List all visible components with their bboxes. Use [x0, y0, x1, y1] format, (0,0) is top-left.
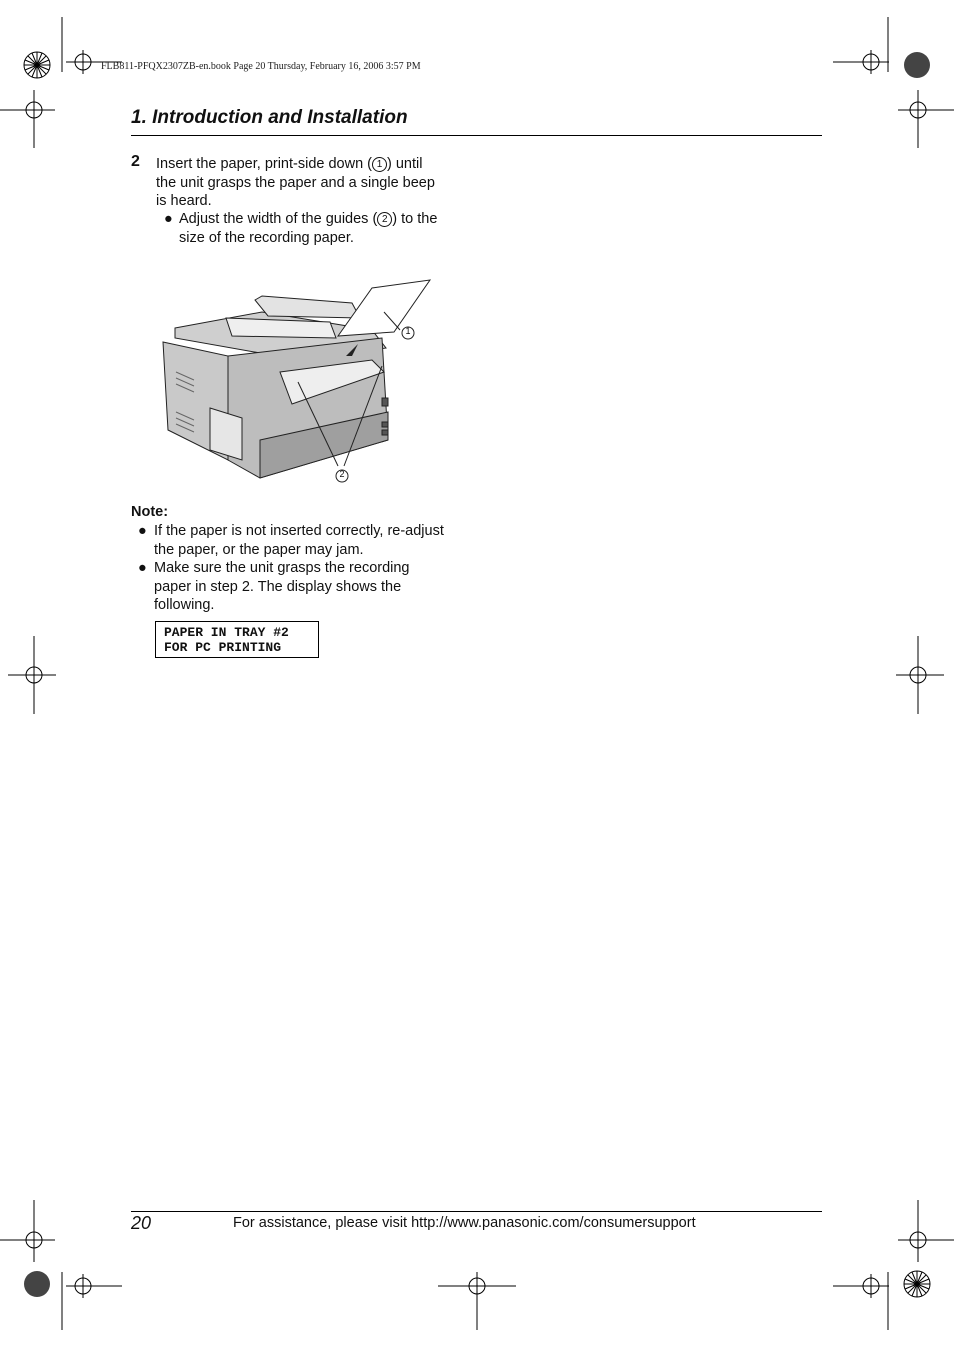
- bullet-icon: ●: [138, 560, 147, 576]
- callout-1-marker: 1: [372, 157, 387, 172]
- callout-2-marker: 2: [377, 212, 392, 227]
- figure-callout-2: 2: [339, 469, 345, 479]
- note-heading: Note:: [131, 504, 169, 520]
- display-line-2: FOR PC PRINTING: [164, 640, 282, 655]
- footer-assistance: For assistance, please visit http://www.panasonic.com/consumersupport: [233, 1215, 696, 1231]
- display-line-1: PAPER IN TRAY #2: [164, 625, 289, 640]
- note-bullet-1: ● If the paper is not inserted correctly, re-adjust the paper, or the paper may jam.: [138, 523, 444, 558]
- page-number: 20: [131, 1213, 152, 1233]
- step-line-3: is heard.: [156, 193, 212, 209]
- note-bullet-2: ● Make sure the unit grasps the recording paper in step 2. The display shows the following.: [138, 560, 410, 613]
- bullet-icon: ●: [164, 211, 173, 227]
- section-title: 1. Introduction and Installation: [131, 107, 408, 128]
- display-readout: [155, 621, 319, 658]
- bullet-icon: ●: [138, 523, 147, 539]
- footer-rule: [131, 1211, 822, 1212]
- figure-callout-1: 1: [405, 326, 411, 336]
- print-job-header: FLB811-PFQX2307ZB-en.book Page 20 Thursday, February 16, 2006 3:57 PM: [101, 61, 421, 72]
- step-line-1: Insert the paper, print-side down ( 1 ) until: [156, 156, 423, 172]
- step-number: 2: [131, 153, 140, 170]
- step-bullet: ● Adjust the width of the guides ( 2 ) to the size of the recording paper.: [164, 211, 438, 246]
- step-line-2: the unit grasps the paper and a single beep: [156, 174, 435, 191]
